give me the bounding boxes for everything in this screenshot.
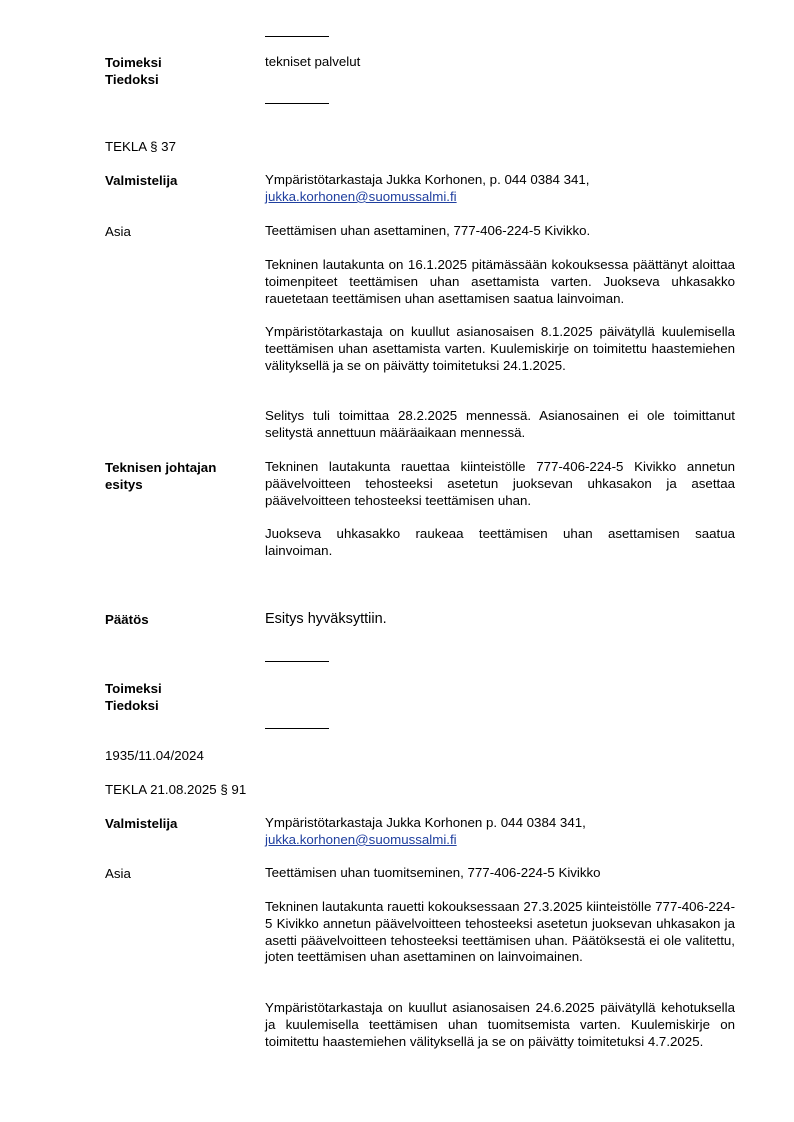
case-reference: 1935/11.04/2024 — [105, 748, 204, 763]
paatos-text: Esitys hyväksyttiin. — [265, 611, 387, 627]
body-paragraph: Ympäristötarkastaja on kuullut asianosaisen 8.1.2025 päivätyllä kuulemisella teettämisen uhan asettamista varten. Kuulemiskirje on toimitettu haastemiehen välityksellä ja se on päivätty toimitetuksi 24.1.2025. — [265, 324, 735, 373]
esitys-label: Teknisen johtajan — [105, 460, 217, 475]
esitys-label-2: esitys — [105, 477, 143, 492]
case-heading: TEKLA 21.08.2025 § 91 — [105, 782, 247, 797]
asia-label: Asia — [105, 224, 131, 239]
toimeksi-value: tekniset palvelut — [265, 54, 361, 69]
tiedoksi-label: Tiedoksi — [105, 72, 159, 87]
valmistelija-label: Valmistelija — [105, 173, 178, 188]
separator-line — [265, 728, 329, 729]
separator-line — [265, 36, 329, 37]
toimeksi-label: Toimeksi — [105, 55, 162, 70]
body-paragraph: Ympäristötarkastaja on kuullut asianosaisen 24.6.2025 päivätyllä kehotuksella ja kuulemisella teettämisen uhan tuomitsemista varten. Kuulemiskirje on toimitettu haastemiehen välityksellä ja se on päivätty toimitetuksi 4.7.2025. — [265, 1000, 735, 1049]
asia-text: Teettämisen uhan tuomitseminen, 777-406-224-5 Kivikko — [265, 865, 601, 880]
case-heading: TEKLA § 37 — [105, 139, 176, 154]
esitys-paragraph: Juokseva uhkasakko raukeaa teettämisen uhan asettamisen saatua lainvoiman. — [265, 526, 735, 558]
esitys-paragraph: Tekninen lautakunta rauettaa kiinteistölle 777-406-224-5 Kivikko annetun päävelvoitteen tehosteeksi asetetun juoksevan uhkasakon ja asettaa päävelvoitteen tehosteeksi teettämisen uhan. — [265, 459, 735, 508]
paatos-label: Päätös — [105, 612, 149, 627]
email-link[interactable]: jukka.korhonen@suomussalmi.fi — [265, 188, 457, 204]
asia-text: Teettämisen uhan asettaminen, 777-406-224-5 Kivikko. — [265, 223, 591, 238]
valmistelija-text — [265, 172, 735, 206]
email-link[interactable]: jukka.korhonen@suomussalmi.fi — [265, 831, 457, 847]
body-paragraph: Tekninen lautakunta on 16.1.2025 pitämässään kokouksessa päättänyt aloittaa toimenpiteet teettämisen uhan asettamista varten. Juokseva uhkasakko rauetetaan teettämisen uhan asettamisen saatua lainvoiman. — [265, 257, 735, 306]
valmistelija-name: Ympäristötarkastaja Jukka Korhonen p. 044 0384 341, — [265, 815, 586, 830]
body-paragraph: Selitys tuli toimittaa 28.2.2025 mennessä. Asianosainen ei ole toimittanut selitystä annettuun määräaikaan mennessä. — [265, 408, 735, 440]
body-paragraph: Tekninen lautakunta rauetti kokouksessaan 27.3.2025 kiinteistölle 777-406-224-5 Kivikko annetun päävelvoitteen tehosteeksi asetetun juoksevan uhkasakon ja asetti päävelvoitteen tehosteeksi teettämisen uhan. Päätöksestä ei ole valitettu, joten teettämisen uhan asettaminen on lainvoimainen. — [265, 899, 735, 965]
separator-line — [265, 661, 329, 662]
toimeksi-label: Toimeksi — [105, 681, 162, 696]
valmistelija-label: Valmistelija — [105, 816, 178, 831]
valmistelija-text — [265, 815, 735, 849]
tiedoksi-label: Tiedoksi — [105, 698, 159, 713]
separator-line — [265, 103, 329, 104]
valmistelija-name: Ympäristötarkastaja Jukka Korhonen, p. 044 0384 341, — [265, 172, 590, 187]
asia-label: Asia — [105, 866, 131, 881]
